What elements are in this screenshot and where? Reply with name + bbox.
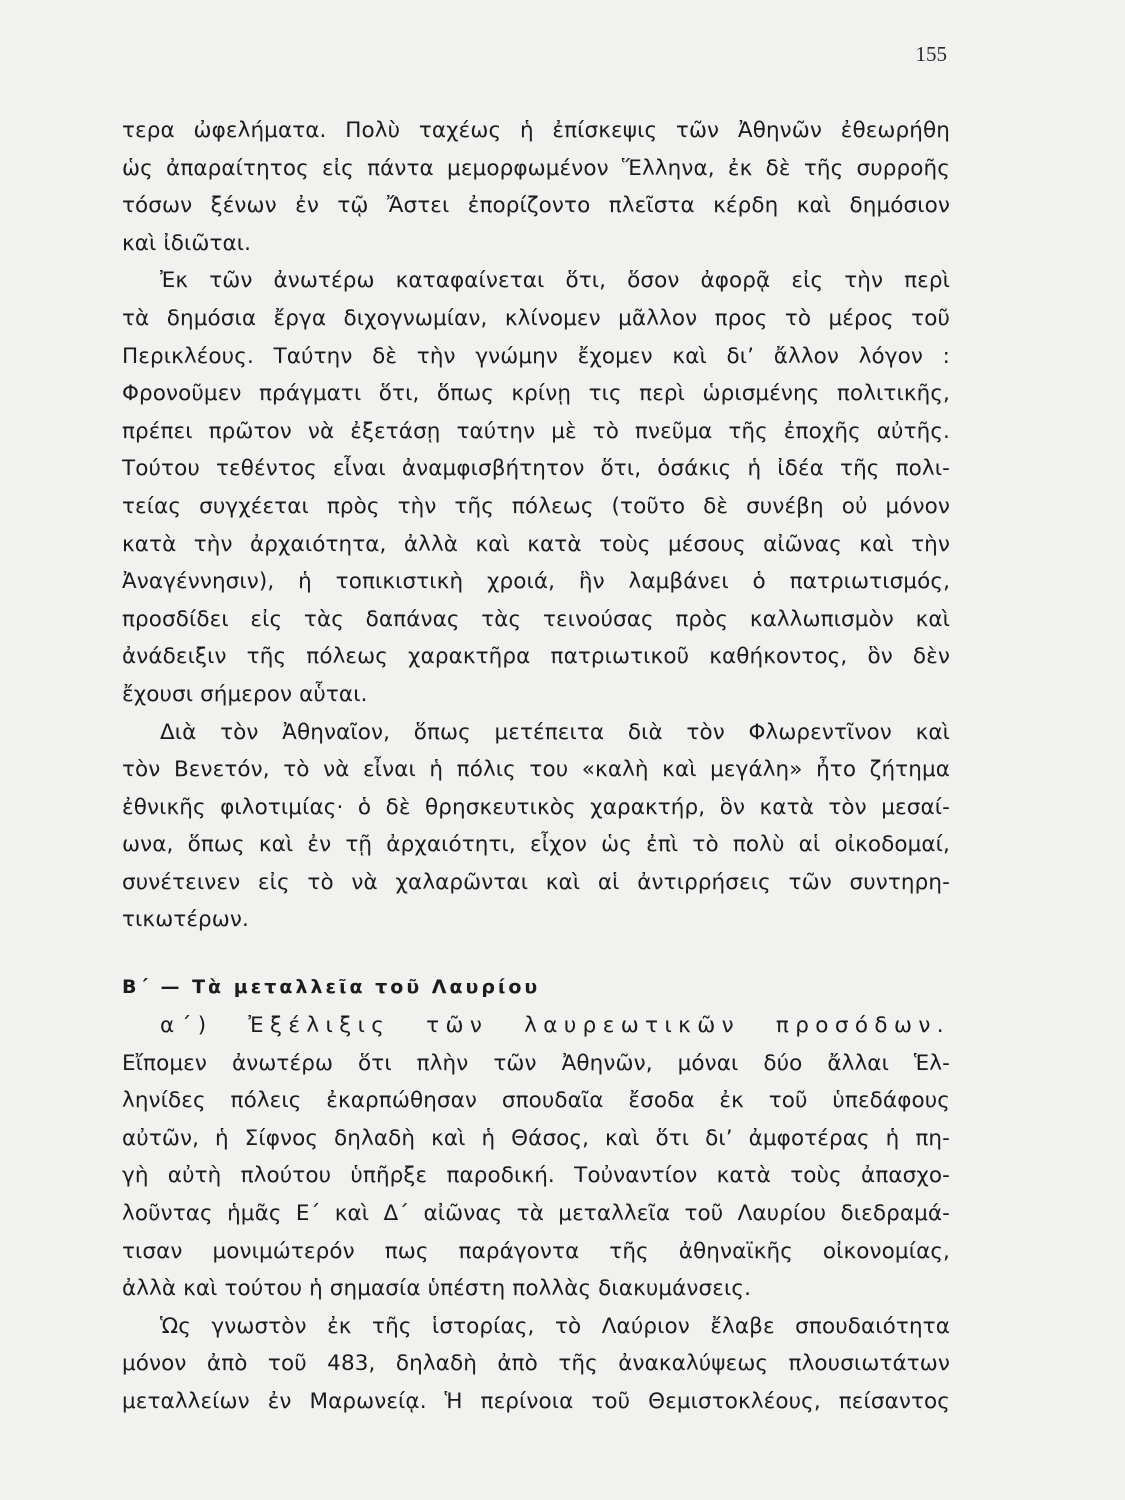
paragraph-4	[122, 1045, 950, 1308]
text-line: Τούτου τεθέντος εἶναι ἀναμφισβήτητον ὅτι, ὁσάκις ἡ ἰδέα τῆς πολι-	[122, 456, 950, 482]
text-line: μόνον ἀπὸ τοῦ 483, δηλαδὴ ἀπὸ τῆς ἀνακαλύψεως πλουσιωτάτων	[122, 1351, 950, 1377]
text-line: τισαν μονιμώτερόν πως παράγοντα τῆς ἀθηναϊκῆς οἰκονομίας,	[122, 1238, 950, 1264]
text-line: Εἴπομεν ἀνωτέρω ὅτι πλὴν τῶν Ἀθηνῶν, μόναι δύο ἄλλαι Ἑλ-	[122, 1050, 950, 1076]
text-line: συνέτεινεν εἰς τὸ νὰ χαλαρῶνται καὶ αἱ ἀντιρρήσεις τῶν συντηρη-	[122, 869, 950, 895]
text-line: Ὡς γνωστὸν ἐκ τῆς ἱστορίας, τὸ Λαύριον ἔλαβε σπουδαιότητα	[160, 1313, 950, 1339]
page-number: 155	[915, 42, 947, 66]
text-line: ληνίδες πόλεις ἐκαρπώθησαν σπουδαῖα ἔσοδα ἐκ τοῦ ὑπεδάφους	[122, 1088, 950, 1114]
text-line: ἀλλὰ καὶ τούτου ἡ σημασία ὑπέστη πολλὰς διακυμάνσεις.	[122, 1276, 752, 1302]
paragraph-2	[122, 262, 950, 713]
text-line: τόσων ξένων ἐν τῷ Ἄστει ἐπορίζοντο πλεῖστα κέρδη καὶ δημόσιον	[122, 193, 950, 219]
text-line: Περικλέους. Ταύτην δὲ τὴν γνώμην ἔχομεν καὶ δι’ ἄλλον λόγον :	[122, 343, 950, 369]
text-line: ἔχουσι σήμερον αὗται.	[122, 681, 368, 707]
text-line: τικωτέρων.	[122, 907, 249, 933]
text-line: τὰ δημόσια ἔργα διχογνωμίαν, κλίνομεν μᾶλλον προς τὸ μέρος τοῦ	[122, 305, 950, 331]
text-line: αὐτῶν, ἡ Σίφνος δηλαδὴ καὶ ἡ Θάσος, καὶ ὅτι δι’ ἀμφοτέρας ἡ πη-	[122, 1125, 950, 1151]
text-line: καὶ ἰδιῶται.	[122, 230, 252, 256]
text-line: κατὰ τὴν ἀρχαιότητα, ἀλλὰ καὶ κατὰ τοὺς μέσους αἰῶνας καὶ τὴν	[122, 531, 950, 557]
text-line: τείας συγχέεται πρὸς τὴν τῆς πόλεως (τοῦτο δὲ συνέβη οὐ μόνον	[122, 493, 950, 519]
text-line: τερα ὠφελήματα. Πολὺ ταχέως ἡ ἐπίσκεψις τῶν Ἀθηνῶν ἐθεωρήθη	[122, 118, 950, 143]
text-line: Ἐκ τῶν ἀνωτέρω καταφαίνεται ὅτι, ὅσον ἀφορᾷ εἰς τὴν περὶ	[160, 268, 950, 294]
text-line: ωνα, ὅπως καὶ ἐν τῇ ἀρχαιότητι, εἶχον ὡς ἐπὶ τὸ πολὺ αἱ οἰκοδομαί,	[122, 832, 950, 858]
subheading: α΄) Ἐξέλιξις τῶν λαυρεωτικῶν προσόδων.	[160, 1013, 950, 1039]
text-line: ἀνάδειξιν τῆς πόλεως χαρακτῆρα πατριωτικοῦ καθήκοντος, ὃν δὲν	[122, 644, 950, 670]
paragraph-3	[122, 714, 950, 940]
spacer	[122, 939, 950, 967]
text-line: γὴ αὐτὴ πλούτου ὑπῆρξε παροδική. Τοὐναντίον κατὰ τοὺς ἀπασχο-	[122, 1163, 950, 1189]
text-line: προσδίδει εἰς τὰς δαπάνας τὰς τεινούσας πρὸς καλλωπισμὸν καὶ	[122, 606, 950, 632]
text-line: ὡς ἀπαραίτητος εἰς πάντα μεμορφωμένον Ἕλληνα, ἐκ δὲ τῆς συρροῆς	[122, 155, 950, 181]
text-line: Διὰ τὸν Ἀθηναῖον, ὅπως μετέπειτα διὰ τὸν Φλωρεντῖνον καὶ	[160, 719, 950, 745]
text-line: Φρονοῦμεν πράγματι ὅτι, ὅπως κρίνῃ τις περὶ ὡρισμένης πολιτικῆς,	[122, 381, 950, 407]
section-heading: Β΄ — Τὰ μεταλλεῖα τοῦ Λαυρίου	[122, 976, 541, 999]
text-line: λοῦντας ἡμᾶς Ε΄ καὶ Δ΄ αἰῶνας τὰ μεταλλεῖα τοῦ Λαυρίου διεδραμά-	[122, 1201, 950, 1227]
text-line: πρέπει πρῶτον νὰ ἐξετάσῃ ταύτην μὲ τὸ πνεῦμα τῆς ἐποχῆς αὐτῆς.	[122, 418, 950, 444]
text-line: ἐθνικῆς φιλοτιμίας· ὁ δὲ θρησκευτικὸς χαρακτήρ, ὃν κατὰ τὸν μεσαί-	[122, 794, 950, 820]
paragraph-5	[122, 1308, 950, 1421]
text-line: Ἀναγέννησιν), ἡ τοπικιστικὴ χροιά, ἣν λαμβάνει ὁ πατριωτισμός,	[122, 569, 950, 595]
text-line: τὸν Βενετόν, τὸ νὰ εἶναι ἡ πόλις του «καλὴ καὶ μεγάλη» ἦτο ζήτημα	[122, 757, 950, 783]
text-line: μεταλλείων ἐν Μαρωνείᾳ. Ἡ περίνοια τοῦ Θεμιστοκλέους, πείσαντος	[122, 1389, 950, 1414]
paragraph-1	[122, 112, 950, 262]
page-body	[122, 112, 950, 1421]
